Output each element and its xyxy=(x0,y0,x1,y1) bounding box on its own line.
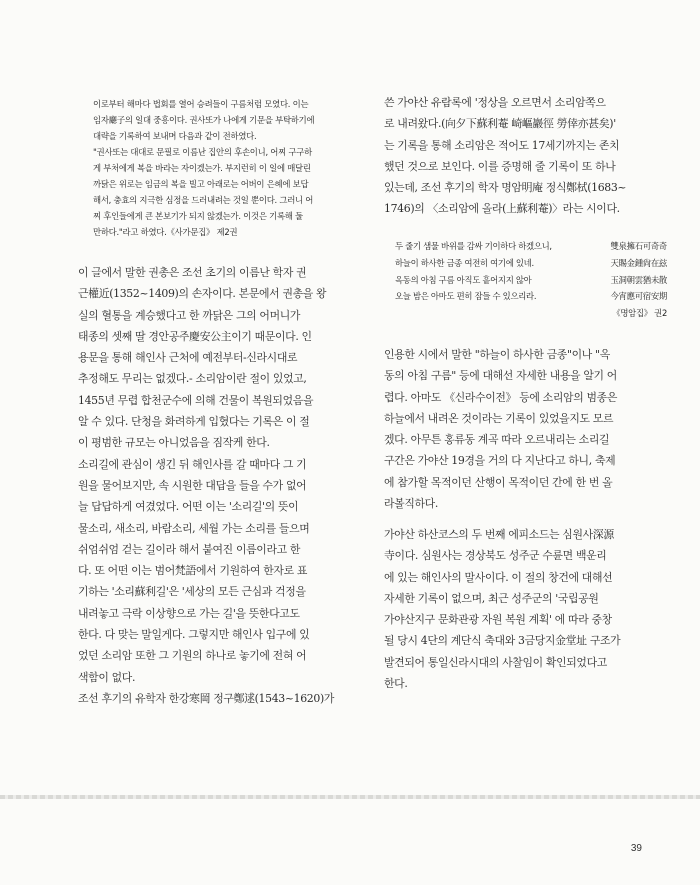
body-line: 한다. xyxy=(384,677,408,691)
body-line: 조선 후기의 유학자 한강寒岡 정구鄭逑(1543~1620)가 xyxy=(78,691,335,705)
body-line: 쓴 가야산 유람록에 '정상을 오르면서 소리암쪽으 xyxy=(384,96,606,109)
body-line: 寺이다. 심원사는 경상북도 성주군 수륜면 백운리 xyxy=(384,549,607,563)
right-body-top xyxy=(384,92,668,220)
body-line: 가야산 하산코스의 두 번째 에피소드는 심원사深源 xyxy=(384,528,614,541)
body-line: 다. 또 어떤 이는 범어梵語에서 기원하여 한자로 표 xyxy=(78,564,308,578)
right-body-para2 xyxy=(384,524,668,694)
quote-line: 해서, 충효의 지극한 심정을 드러내려는 것일 뿐이다. 그러니 어 xyxy=(93,195,314,205)
page-number: 39 xyxy=(630,843,642,854)
body-line: 발견되어 통일신라시대의 사찰임이 확인되었다고 xyxy=(384,655,607,669)
body-line: 라볼직하다. xyxy=(384,497,438,511)
body-line: 하늘에서 내려온 것이라는 기록이 있었을지도 모르 xyxy=(384,411,614,425)
page-divider xyxy=(0,795,700,799)
body-line: 겠다. 아무튼 홍류동 계곡 따라 오르내리는 소리길 xyxy=(384,433,610,447)
poem-korean: 옥동의 아침 구름 아직도 흩어지지 않아 xyxy=(395,274,532,285)
left-quote-block xyxy=(93,96,355,240)
body-line: 기하는 '소리蘇利길'은 '세상의 모든 근심과 걱정을 xyxy=(78,585,306,599)
body-line: 이 글에서 말한 권총은 조선 초기의 이름난 학자 권 xyxy=(78,266,307,279)
quote-line: 대략을 기록하여 보내며 다음과 같이 전하였다. xyxy=(93,131,257,141)
body-line: 있는데, 조선 후기의 학자 명암明庵 정식鄭栻(1683~ xyxy=(384,181,627,195)
body-line: 에 참가할 목적이던 산행이 목적이던 간에 한 번 올 xyxy=(384,475,613,489)
poem-line xyxy=(395,238,667,255)
poem-source: 《명암집》 권2 xyxy=(612,308,667,319)
body-line: 물소리, 새소리, 바람소리, 세월 가는 소리를 들으며 xyxy=(78,521,310,535)
body-line: 이 평범한 규모는 아니었음을 짐작케 한다. xyxy=(78,436,270,450)
quote-line: 게 부처에게 복을 바라는 자이겠는가. 부지런히 이 일에 매달린 xyxy=(93,163,311,173)
body-line: 구간은 가야산 19경을 거의 다 지난다고 하니, 축제 xyxy=(384,454,616,468)
poem-line xyxy=(395,255,667,272)
body-line: 추정해도 무리는 없겠다.- 소리암이란 절이 있었고, xyxy=(78,372,307,386)
left-body-text xyxy=(78,262,358,709)
quote-line: "권사또는 대대로 문필로 이름난 집안의 후손이니, 어찌 구구하 xyxy=(93,147,312,157)
body-line: 될 당시 4단의 계단식 축대와 3금당지金堂址 구조가 xyxy=(384,634,621,648)
body-line: 색함이 없다. xyxy=(78,670,136,684)
body-line: 태종의 셋째 딸 경안공주慶安公主이기 때문이다. 인 xyxy=(78,329,312,343)
poem-hanja: 雙泉擁石可奇奇 xyxy=(610,241,667,251)
poem-line xyxy=(395,272,667,289)
poem-korean: 오늘 밤은 아마도 편히 잠들 수 있으리라. xyxy=(395,291,537,302)
poem-hanja: 今宵應可宿安期 xyxy=(610,291,667,302)
body-line: 내려놓고 극락 이상향으로 가는 길'을 뜻한다고도 xyxy=(78,606,300,620)
poem-hanja: 玉洞朝雲猶未散 xyxy=(610,274,667,285)
quote-line: 임자廳子의 일대 중흥이다. 권사또가 나에게 기문을 부탁하기에 xyxy=(93,115,315,125)
poem-korean: 두 줄기 샘물 바위를 감싸 기이하다 하겠으니, xyxy=(395,241,552,251)
body-line: 알 수 있다. 단청을 화려하게 입혔다는 기록은 이 절 xyxy=(78,415,310,429)
body-line: 가야산지구 문화관광 자원 복원 계획' 에 따라 중창 xyxy=(384,613,612,627)
quote-line: 까닭은 위로는 임금의 복을 빌고 아래로는 어버이 은혜에 보답 xyxy=(93,179,309,189)
quote-line: 이로부터 해마다 법회를 열어 승려들이 구름처럼 모였다. 이는 xyxy=(93,99,309,109)
body-line: 용문을 통해 해인사 근처에 예전부터-신라시대로 xyxy=(78,351,298,365)
body-line: 자세한 기록이 없으며, 최근 성주군의 '국립공원 xyxy=(384,591,599,605)
body-line: 1746)의 〈소리암에 올라(上蘇利菴)〉라는 시이다. xyxy=(384,202,620,216)
body-line: 로 내려왔다.(向夕下蘇利菴 崎嶇巖徑 勞倖亦甚矣)' xyxy=(384,117,616,131)
body-line: 늘 답답하게 여겼었다. 어떤 이는 '소리길'의 뜻이 xyxy=(78,500,299,514)
body-line: 렵다. 아마도 《신라수이전》 등에 소리암의 범종은 xyxy=(384,390,617,404)
body-line: 한다. 다 맞는 말일게다. 그렇지만 해인사 입구에 있 xyxy=(78,628,310,642)
body-line: 었던 소리암 또한 그 기원의 하나로 놓기에 전혀 어 xyxy=(78,649,307,663)
body-line: 소리길에 관심이 생긴 뒤 해인사를 갈 때마다 그 기 xyxy=(78,457,307,471)
body-line: 인용한 시에서 말한 "하늘이 하사한 금종"이나 "옥 xyxy=(384,348,610,361)
poem-hanja: 天賜金鍾尙在玆 xyxy=(610,257,667,268)
poem-block xyxy=(395,238,667,322)
body-line: 동의 아침 구름" 등에 대해선 자세한 내용을 알기 어 xyxy=(384,369,617,383)
body-line: 근權近(1352~1409)의 손자이다. 본문에서 권총을 왕 xyxy=(78,287,327,301)
body-line: 쉬엄쉬엄 걷는 길이라 해서 붙여진 이름이라고 한 xyxy=(78,542,301,556)
right-body-para1 xyxy=(384,344,668,514)
poem-line xyxy=(395,288,667,305)
poem-korean: 하늘이 하사한 금종 여전히 여기에 있네. xyxy=(395,257,534,268)
body-line: 했던 것으로 보인다. 이를 증명해 줄 기록이 또 하나 xyxy=(384,159,616,173)
body-line: 원을 물어보지만, 속 시원한 대답을 들을 수가 없어 xyxy=(78,478,307,492)
body-line: 실의 혈통을 계승했다고 한 까닭은 그의 어머니가 xyxy=(78,308,301,322)
body-line: 에 있는 해인사의 말사이다. 이 절의 창건에 대해선 xyxy=(384,570,613,584)
body-line: 1455년 무렵 합천군수에 의해 건물이 복원되었음을 xyxy=(78,393,314,407)
body-line: 는 기록을 통해 소리암은 적어도 17세기까지는 존치 xyxy=(384,138,620,152)
quote-line: 만하다."라고 하였다.《사가문집》 제2권 xyxy=(93,227,238,237)
quote-line: 찌 후인들에게 큰 본보기가 되지 않겠는가. 이것은 기록해 둘 xyxy=(93,211,303,221)
